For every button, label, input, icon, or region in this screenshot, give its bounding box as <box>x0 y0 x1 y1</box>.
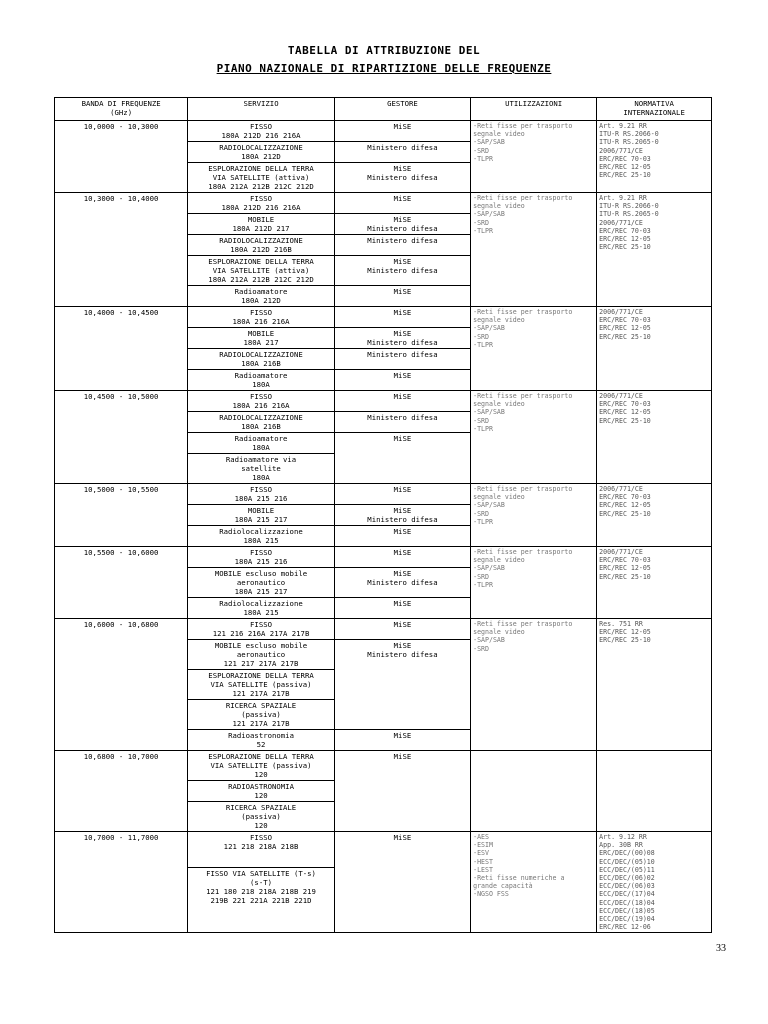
band-cell: 10,0000 - 10,3000 <box>55 121 188 193</box>
service-cell: RADIOLOCALIZZAZIONE 180A 212D 216B <box>188 235 335 256</box>
table-row <box>55 619 712 640</box>
service-cell: FISSO 180A 212D 216 216A <box>188 193 335 214</box>
service-cell: FISSO 180A 215 216 <box>188 547 335 568</box>
band-cell: 10,3000 - 10,4000 <box>55 193 188 307</box>
manager-cell: MiSE <box>334 526 470 547</box>
table-row <box>55 391 712 412</box>
band-cell: 10,4000 - 10,4500 <box>55 307 188 391</box>
manager-cell: MiSE Ministero difesa <box>334 568 470 598</box>
manager-cell: MiSE Ministero difesa <box>334 214 470 235</box>
service-cell: RICERCA SPAZIALE (passiva) 121 217A 217B <box>188 700 335 730</box>
uses-cell: -Reti fisse per trasporto segnale video -SAP/SAB -SRD -TLPR <box>471 121 597 193</box>
norms-cell: Art. 9.21 RR ITU-R RS.2066-0 ITU-R RS.2065-0 2006/771/CE ERC/REC 70-03 ERC/REC 12-05 ERC/REC 25-10 <box>597 193 712 307</box>
uses-cell: -Reti fisse per trasporto segnale video -SAP/SAB -SRD -TLPR <box>471 391 597 484</box>
service-cell: Radiolocalizzazione 180A 215 <box>188 598 335 619</box>
service-cell: FISSO VIA SATELLITE (T-s) (s-T) 121 180 218 218A 218B 219 219B 221 221A 221B 221D <box>188 867 335 933</box>
header-uses: UTILIZZAZIONI <box>471 98 597 121</box>
header-norms: NORMATIVA INTERNAZIONALE <box>597 98 712 121</box>
service-cell: ESPLORAZIONE DELLA TERRA VIA SATELLITE (attiva) 180A 212A 212B 212C 212D <box>188 256 335 286</box>
manager-cell: Ministero difesa <box>334 412 470 433</box>
service-cell: Radioamatore 180A 212D <box>188 286 335 307</box>
uses-cell <box>471 751 597 832</box>
header-band: BANDA DI FREQUENZE (GHz) <box>55 98 188 121</box>
uses-cell: -Reti fisse per trasporto segnale video -SAP/SAB -SRD -TLPR <box>471 547 597 619</box>
service-cell: MOBILE 180A 212D 217 <box>188 214 335 235</box>
uses-cell: -Reti fisse per trasporto segnale video -SAP/SAB -SRD <box>471 619 597 751</box>
service-cell: RADIOLOCALIZZAZIONE 180A 212D <box>188 142 335 163</box>
table-row <box>55 307 712 328</box>
manager-cell: MiSE <box>334 391 470 412</box>
service-cell: RADIOLOCALIZZAZIONE 180A 216B <box>188 349 335 370</box>
service-cell: ESPLORAZIONE DELLA TERRA VIA SATELLITE (passiva) 120 <box>188 751 335 781</box>
manager-cell: MiSE <box>334 433 470 484</box>
manager-cell: MiSE <box>334 619 470 640</box>
norms-cell: 2006/771/CE ERC/REC 70-03 ERC/REC 12-05 ERC/REC 25-10 <box>597 307 712 391</box>
header-service: SERVIZIO <box>188 98 335 121</box>
manager-cell: MiSE Ministero difesa <box>334 640 470 730</box>
table-row <box>55 547 712 568</box>
service-cell: FISSO 180A 215 216 <box>188 484 335 505</box>
manager-cell: MiSE <box>334 832 470 933</box>
manager-cell: MiSE <box>334 307 470 328</box>
manager-cell: Ministero difesa <box>334 142 470 163</box>
norms-cell: Res. 751 RR ERC/REC 12-05 ERC/REC 25-10 <box>597 619 712 751</box>
norms-cell: 2006/771/CE ERC/REC 70-03 ERC/REC 12-05 ERC/REC 25-10 <box>597 391 712 484</box>
manager-cell: MiSE <box>334 751 470 832</box>
manager-cell: MiSE Ministero difesa <box>334 256 470 286</box>
document-title-line2: PIANO NAZIONALE DI RIPARTIZIONE DELLE FREQUENZE <box>216 62 552 75</box>
table-body <box>55 121 712 933</box>
page-number: 33 <box>716 943 726 954</box>
manager-cell: MiSE <box>334 121 470 142</box>
norms-cell: Art. 9.12 RR App. 30B RR ERC/DEC/(00)08 ECC/DEC/(05)10 ECC/DEC/(05)11 ECC/DEC/(06)02 ECC/DEC/(06)03 ECC/DEC/(17)04 ECC/DEC/(18)04 ECC/DEC/(18)05 ECC/DEC/(19)04 ERC/REC 12-06 <box>597 832 712 933</box>
norms-cell: 2006/771/CE ERC/REC 70-03 ERC/REC 12-05 ERC/REC 25-10 <box>597 547 712 619</box>
header-manager: GESTORE <box>334 98 470 121</box>
service-cell: RADIOASTRONOMIA 120 <box>188 781 335 802</box>
manager-cell: Ministero difesa <box>334 349 470 370</box>
manager-cell: MiSE <box>334 598 470 619</box>
band-cell: 10,5000 - 10,5500 <box>55 484 188 547</box>
uses-cell: -Reti fisse per trasporto segnale video -SAP/SAB -SRD -TLPR <box>471 193 597 307</box>
service-cell: Radioamatore via satellite 180A <box>188 454 335 484</box>
service-cell: FISSO 180A 216 216A <box>188 391 335 412</box>
service-cell: ESPLORAZIONE DELLA TERRA VIA SATELLITE (attiva) 180A 212A 212B 212C 212D <box>188 163 335 193</box>
norms-cell: Art. 9.21 RR ITU-R RS.2066-0 ITU-R RS.2065-0 2006/771/CE ERC/REC 70-03 ERC/REC 12-05 ERC/REC 25-10 <box>597 121 712 193</box>
band-cell: 10,6000 - 10,6800 <box>55 619 188 751</box>
manager-cell: MiSE Ministero difesa <box>334 163 470 193</box>
uses-cell: -Reti fisse per trasporto segnale video -SAP/SAB -SRD -TLPR <box>471 484 597 547</box>
service-cell: Radiolocalizzazione 180A 215 <box>188 526 335 547</box>
service-cell: Radioamatore 180A <box>188 370 335 391</box>
manager-cell: MiSE <box>334 370 470 391</box>
table-row <box>55 751 712 781</box>
manager-cell: MiSE <box>334 286 470 307</box>
table-row <box>55 832 712 868</box>
manager-cell: MiSE Ministero difesa <box>334 328 470 349</box>
service-cell: FISSO 121 216 216A 217A 217B <box>188 619 335 640</box>
norms-cell: 2006/771/CE ERC/REC 70-03 ERC/REC 12-05 ERC/REC 25-10 <box>597 484 712 547</box>
table-header-row <box>55 98 712 121</box>
frequency-allocation-table <box>54 97 712 933</box>
manager-cell: MiSE <box>334 730 470 751</box>
band-cell: 10,6800 - 10,7000 <box>55 751 188 832</box>
service-cell: RICERCA SPAZIALE (passiva) 120 <box>188 802 335 832</box>
band-cell: 10,5500 - 10,6000 <box>55 547 188 619</box>
table-row <box>55 121 712 142</box>
band-cell: 10,4500 - 10,5000 <box>55 391 188 484</box>
service-cell: ESPLORAZIONE DELLA TERRA VIA SATELLITE (passiva) 121 217A 217B <box>188 670 335 700</box>
service-cell: MOBILE 180A 217 <box>188 328 335 349</box>
uses-cell: -Reti fisse per trasporto segnale video -SAP/SAB -SRD -TLPR <box>471 307 597 391</box>
norms-cell <box>597 751 712 832</box>
service-cell: Radioastronomia 52 <box>188 730 335 751</box>
service-cell: FISSO 180A 216 216A <box>188 307 335 328</box>
manager-cell: Ministero difesa <box>334 235 470 256</box>
service-cell: FISSO 180A 212D 216 216A <box>188 121 335 142</box>
manager-cell: MiSE <box>334 484 470 505</box>
service-cell: MOBILE escluso mobile aeronautico 121 217 217A 217B <box>188 640 335 670</box>
document-title-line1: TABELLA DI ATTRIBUZIONE DEL <box>287 44 481 57</box>
service-cell: Radioamatore 180A <box>188 433 335 454</box>
service-cell: MOBILE escluso mobile aeronautico 180A 215 217 <box>188 568 335 598</box>
band-cell: 10,7000 - 11,7000 <box>55 832 188 933</box>
service-cell: RADIOLOCALIZZAZIONE 180A 216B <box>188 412 335 433</box>
table-row <box>55 484 712 505</box>
manager-cell: MiSE <box>334 193 470 214</box>
table-row <box>55 193 712 214</box>
uses-cell: -AES -ESIM -ESV -HEST -LEST -Reti fisse numeriche a grande capacità -NGSO FSS <box>471 832 597 933</box>
manager-cell: MiSE Ministero difesa <box>334 505 470 526</box>
service-cell: FISSO 121 218 218A 218B <box>188 832 335 868</box>
manager-cell: MiSE <box>334 547 470 568</box>
service-cell: MOBILE 180A 215 217 <box>188 505 335 526</box>
